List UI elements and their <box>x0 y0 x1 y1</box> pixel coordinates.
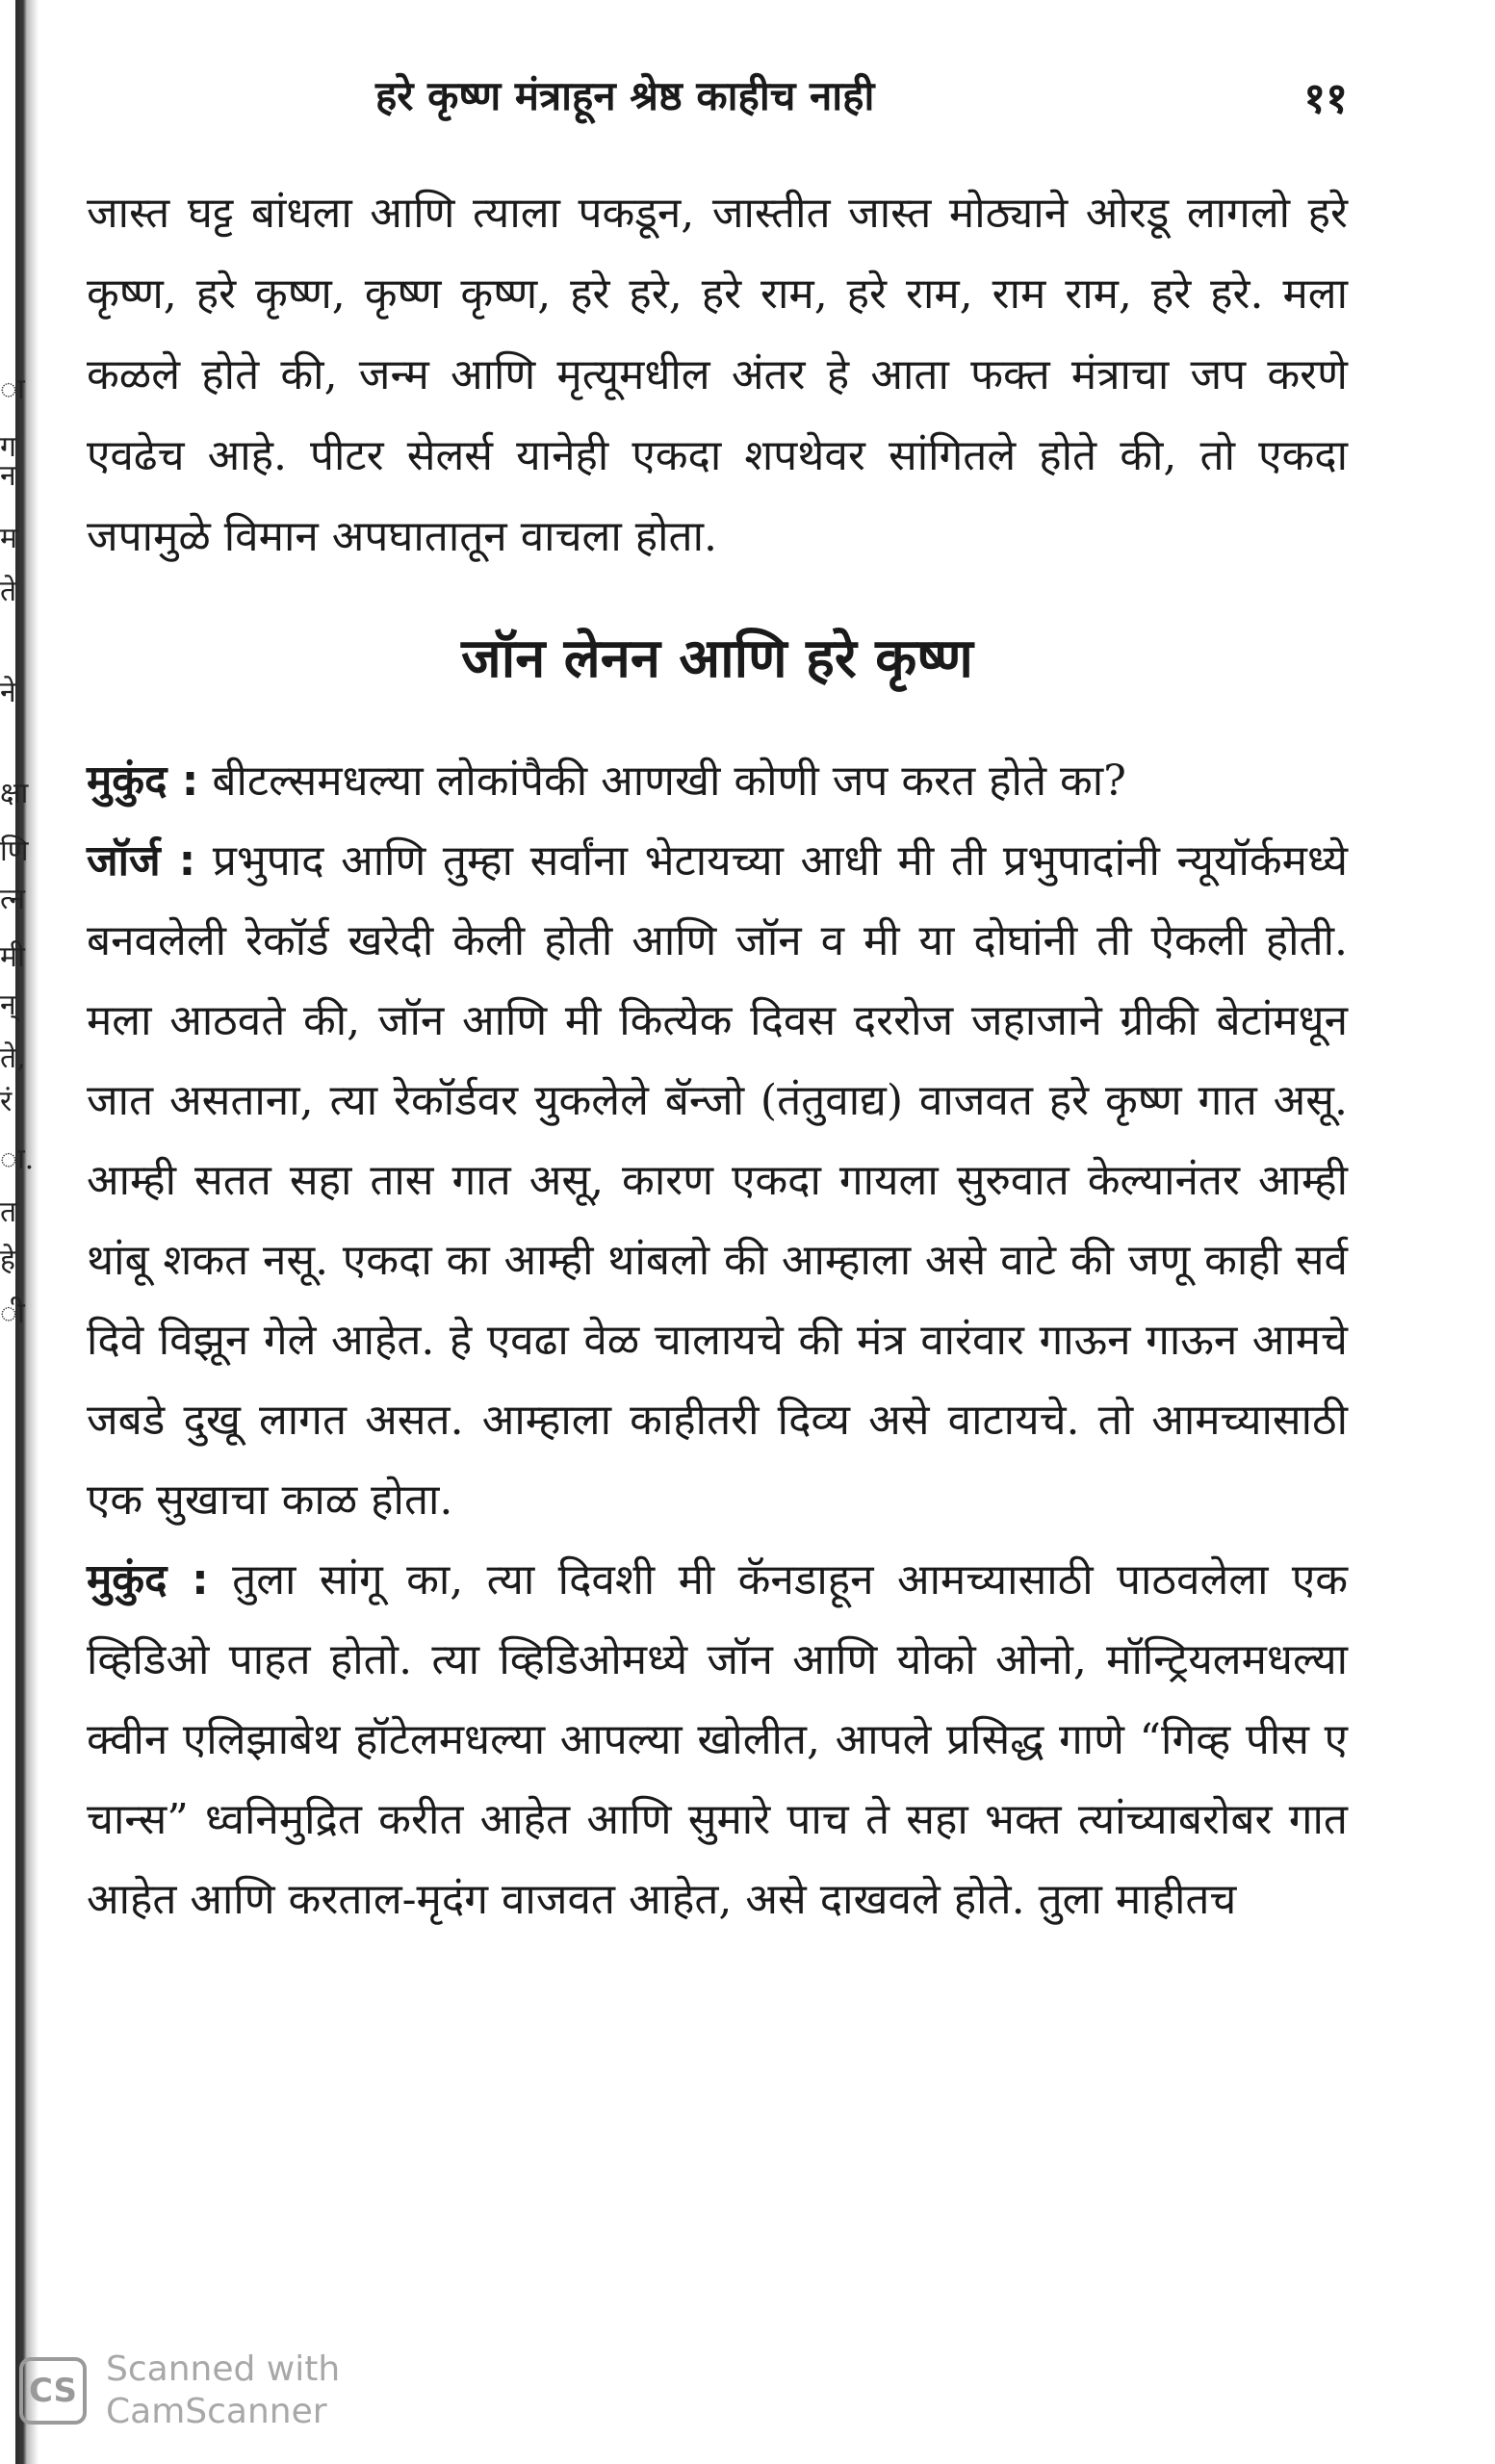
margin-fragment: त <box>0 1195 17 1229</box>
margin-fragment: हे <box>0 1244 15 1277</box>
margin-fragment: त्न <box>0 883 25 916</box>
dialogue-text: तुला सांगू का, त्या दिवशी मी कॅनडाहून आमच्यासाठी पाठवलेला एक व्हिडिओ पाहत होतो. त्या व्हिडिओमध्ये जॉन आणि योको ओनो, मॉन्ट्रियलमधल्या क्वीन एलिझाबेथ हॉटेलमधल्या आपल्या खोलीत, आपले प्रसिद्ध गाणे “गिव्ह पीस ए चान्स” ध्वनिमुद्रित करीत आहेत आणि सुमारे पाच ते सहा भक्त त्यांच्याबरोबर गात आहेत आणि करताल-मृदंग वाजवत आहेत, असे दाखवले होते. तुला माहीतच <box>87 1555 1348 1924</box>
speaker-label: मुकुंद : <box>87 1555 209 1604</box>
margin-fragment: ग <box>0 430 16 464</box>
speaker-label: मुकुंद : <box>87 757 199 806</box>
dialogue-entry <box>87 1540 1348 1939</box>
margin-fragment: ा <box>0 372 25 406</box>
running-header <box>87 67 1348 144</box>
margin-fragment: मी <box>0 940 25 974</box>
camscanner-logo-icon: CS <box>19 2357 87 2425</box>
margin-fragment: क्षा <box>0 777 29 810</box>
margin-fragment: म <box>0 522 17 555</box>
page-number: ११ <box>1303 74 1348 123</box>
margin-fragment: ते <box>0 575 17 608</box>
margin-fragment: न <box>0 459 16 493</box>
intro-paragraph: जास्त घट्ट बांधला आणि त्याला पकडून, जास्तीत जास्त मोठ्याने ओरडू लागलो हरे कृष्ण, हरे कृष्ण, कृष्ण कृष्ण, हरे हरे, हरे राम, हरे राम, राम राम, हरे हरे. मला कळले होते की, जन्म आणि मृत्यूमधील अंतर हे आता फक्त मंत्राचा जप करणे एवढेच आहे. पीटर सेलर्स यानेही एकदा शपथेवर सांगितले होते की, तो एकदा जपामुळे विमान अपघातातून वाचला होता. <box>87 189 1348 561</box>
book-page <box>87 67 1348 1939</box>
margin-fragment: ा. <box>0 1142 35 1176</box>
section-heading: जॉन लेनन आणि हरे कृष्ण <box>461 628 973 690</box>
speaker-label: जॉर्ज : <box>87 836 196 886</box>
margin-fragment: ते, <box>0 1041 26 1075</box>
margin-fragment: रं <box>0 1085 13 1118</box>
dialogue-entry <box>87 821 1348 1540</box>
watermark-line: Scanned with <box>106 2349 341 2389</box>
dialogue-entry <box>87 741 1348 821</box>
margin-fragment: ने <box>0 676 16 709</box>
watermark-line: CamScanner <box>106 2392 327 2431</box>
watermark-text <box>106 2348 340 2433</box>
margin-fragment: न् <box>0 988 16 1022</box>
dialogue-text: प्रभुपाद आणि तुम्हा सर्वांना भेटायच्या आधी मी ती प्रभुपादांनी न्यूयॉर्कमध्ये बनवलेली रेकॉर्ड खरेदी केली होती आणि जॉन व मी या दोघांनी ती ऐकली होती. मला आठवते की, जॉन आणि मी कित्येक दिवस दररोज जहाजाने ग्रीकी बेटांमधून जात असताना, त्या रेकॉर्डवर युकलेले बॅन्जो (तंतुवाद्य) वाजवत हरे कृष्ण गात असू. आम्ही सतत सहा तास गात असू, कारण एकदा गायला सुरुवात केल्यानंतर आम्ही थांबू शकत नसू. एकदा का आम्ही थांबलो की आम्हाला असे वाटे की जणू काही सर्व दिवे विझून गेले आहेत. हे एवढा वेळ चालायचे की मंत्र वारंवार गाऊन गाऊन आमचे जबडे दुखू लागत असत. आम्हाला काहीतरी दिव्य असे वाटायचे. तो आमच्यासाठी एक सुखाचा काळ होता. <box>87 836 1349 1525</box>
margin-fragment: ी <box>0 1296 25 1330</box>
margin-fragments <box>0 0 35 2464</box>
margin-fragment: णि <box>0 834 29 868</box>
camscanner-watermark <box>19 2348 340 2433</box>
dialogue-text: बीटल्समधल्या लोकांपैकी आणखी कोणी जप करत होते का? <box>212 757 1126 806</box>
running-title: हरे कृष्ण मंत्राहून श्रेष्ठ काहीच नाही <box>375 72 875 119</box>
